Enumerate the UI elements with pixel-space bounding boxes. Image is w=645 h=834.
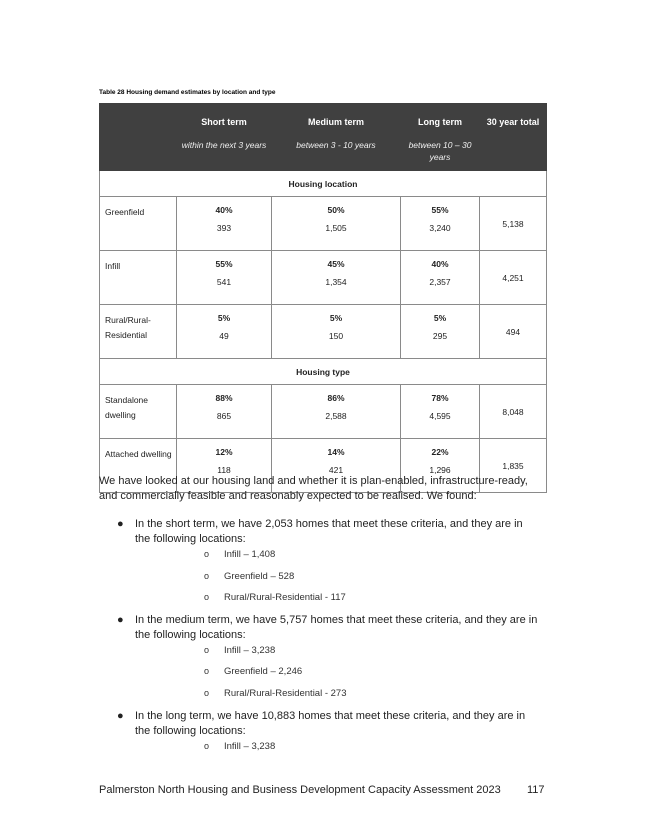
page-footer: Palmerston North Housing and Business Development Capacity Assessment 2023 — [99, 784, 501, 796]
header-30-year-total — [480, 104, 547, 171]
cell-percent: 5% — [433, 313, 447, 323]
cell-count: 541 — [216, 277, 232, 287]
cell-total: 1,835 — [480, 439, 547, 493]
list-item-text: Infill – 1,408 — [224, 549, 276, 560]
cell-percent: 55% — [431, 205, 449, 215]
cell-long — [401, 305, 480, 359]
cell-count: 421 — [328, 465, 344, 475]
bullet-text-long-term: In the long term, we have 10,883 homes that meet these criteria, and they are in the following locations: — [135, 710, 526, 737]
section-heading: Housing location — [100, 171, 547, 197]
cell-count: 3,240 — [429, 223, 451, 233]
cell-short — [177, 197, 272, 251]
list-item-text: Rural/Rural-Residential - 117 — [224, 592, 346, 603]
cell-count: 2,588 — [325, 411, 347, 421]
cell-percent: 88% — [215, 393, 233, 403]
intro-paragraph: We have looked at our housing land and whether it is plan-enabled, infrastructure-ready, and commercially feasible and reasonably expected to be realised. We found: — [99, 475, 528, 502]
table-row-greenfield — [100, 197, 547, 251]
cell-percent: 12% — [215, 447, 233, 457]
bullet-icon: ● — [117, 614, 124, 626]
list-item-text: Rural/Rural-Residential - 273 — [224, 688, 347, 699]
header-title: Long term — [418, 117, 462, 127]
section-row-housing-location — [100, 171, 547, 197]
list-item — [204, 549, 275, 560]
cell-count: 49 — [219, 331, 229, 341]
header-empty — [100, 104, 177, 171]
list-item-text: Infill – 3,238 — [224, 645, 276, 656]
circle-bullet-icon: o — [204, 549, 210, 559]
row-label: Greenfield — [100, 197, 177, 251]
circle-bullet-icon: o — [204, 666, 210, 676]
cell-count: 1,296 — [429, 465, 451, 475]
cell-medium — [272, 251, 401, 305]
circle-bullet-icon: o — [204, 688, 210, 698]
cell-short — [177, 251, 272, 305]
list-item-text: Greenfield – 2,246 — [224, 666, 303, 677]
header-subtitle: between 3 - 10 years — [296, 140, 376, 150]
cell-percent: 40% — [215, 205, 233, 215]
list-item — [204, 666, 302, 677]
list-item — [204, 741, 275, 752]
row-label: Attached dwelling — [100, 439, 177, 493]
cell-long — [401, 385, 480, 439]
header-short-term — [177, 104, 272, 171]
section-row-housing-type — [100, 359, 547, 385]
circle-bullet-icon: o — [204, 645, 210, 655]
cell-long — [401, 197, 480, 251]
cell-percent: 5% — [329, 313, 343, 323]
cell-count: 1,354 — [325, 277, 347, 287]
circle-bullet-icon: o — [204, 571, 210, 581]
list-item — [204, 571, 294, 582]
cell-count: 295 — [432, 331, 448, 341]
header-medium-term — [272, 104, 401, 171]
cell-count: 393 — [216, 223, 232, 233]
cell-short — [177, 305, 272, 359]
cell-long — [401, 251, 480, 305]
cell-count: 4,595 — [429, 411, 451, 421]
bullet-text-medium-term: In the medium term, we have 5,757 homes that meet these criteria, and they are in the following locations: — [135, 614, 538, 641]
page-number: 117 — [527, 784, 545, 796]
list-item-text: Infill – 3,238 — [224, 741, 276, 752]
section-heading: Housing type — [100, 359, 547, 385]
header-subtitle: within the next 3 years — [181, 140, 267, 150]
cell-count: 2,357 — [429, 277, 451, 287]
table-row-standalone — [100, 385, 547, 439]
table-row-infill — [100, 251, 547, 305]
cell-percent: 86% — [327, 393, 345, 403]
header-subtitle: between 10 – 30 years — [408, 140, 472, 162]
cell-count: 865 — [216, 411, 232, 421]
table-row-rural — [100, 305, 547, 359]
cell-medium — [272, 197, 401, 251]
cell-percent: 5% — [217, 313, 231, 323]
bullet-text-short-term: In the short term, we have 2,053 homes that meet these criteria, and they are in the following locations: — [135, 518, 523, 545]
housing-demand-table — [99, 103, 547, 493]
list-item — [204, 688, 347, 699]
cell-percent: 40% — [431, 259, 449, 269]
list-item — [204, 645, 275, 656]
cell-short — [177, 385, 272, 439]
cell-total: 494 — [480, 305, 547, 359]
header-title: Medium term — [307, 117, 364, 127]
cell-count: 118 — [217, 465, 231, 475]
cell-count: 150 — [328, 331, 344, 341]
header-title: Short term — [201, 117, 247, 127]
list-item — [204, 592, 346, 603]
cell-percent: 55% — [215, 259, 233, 269]
cell-medium — [272, 385, 401, 439]
cell-percent: 45% — [327, 259, 345, 269]
row-label: Rural/Rural-Residential — [100, 305, 177, 359]
cell-percent: 22% — [431, 447, 449, 457]
table-caption: Table 28 Housing demand estimates by location and type — [99, 89, 276, 96]
bullet-icon: ● — [117, 710, 124, 722]
header-long-term — [401, 104, 480, 171]
circle-bullet-icon: o — [204, 741, 210, 751]
cell-percent: 14% — [327, 447, 345, 457]
list-item-text: Greenfield – 528 — [224, 571, 295, 582]
bullet-icon: ● — [117, 518, 124, 530]
row-label: Infill — [100, 251, 177, 305]
cell-count: 1,505 — [325, 223, 347, 233]
header-title: 30 year total — [486, 117, 540, 127]
cell-total: 8,048 — [480, 385, 547, 439]
cell-percent: 78% — [431, 393, 449, 403]
cell-total: 5,138 — [480, 197, 547, 251]
cell-total: 4,251 — [480, 251, 547, 305]
table-header-row — [100, 104, 547, 171]
cell-percent: 50% — [327, 205, 345, 215]
row-label: Standalone dwelling — [100, 385, 177, 439]
circle-bullet-icon: o — [204, 592, 210, 602]
cell-medium — [272, 305, 401, 359]
